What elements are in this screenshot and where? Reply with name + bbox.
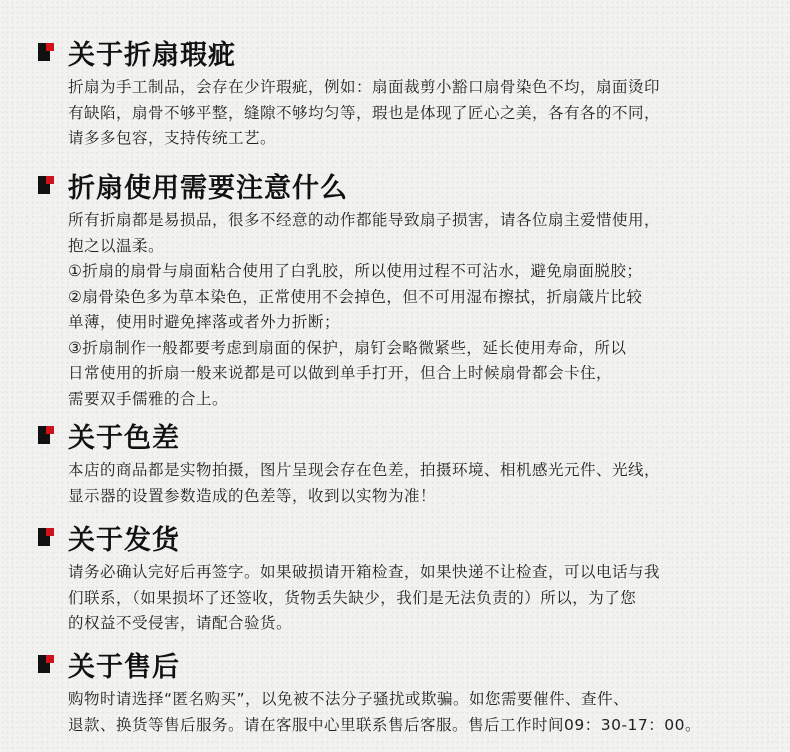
- body-line: 所有折扇都是易损品，很多不经意的动作都能导致扇子损害，请各位扇主爱惜使用，: [68, 211, 661, 229]
- body-line: 折扇为手工制品，会存在少许瑕疵，例如：扇面裁剪小豁口扇骨染色不均，扇面烫印: [68, 78, 661, 96]
- square-bullet-icon: [38, 528, 56, 546]
- body-line: ②扇骨染色多为草本染色，正常使用不会掉色，但不可用湿布擦拭，折扇箴片比较: [68, 287, 643, 306]
- section-body: [38, 75, 758, 152]
- square-bullet-icon: [38, 426, 56, 444]
- body-line: 抱之以温柔。: [68, 236, 165, 255]
- body-line: 有缺陷，扇骨不够平整，缝隙不够均匀等，瑕也是体现了匠心之美，各有各的不同，: [68, 103, 661, 122]
- section-body: [38, 458, 758, 509]
- section-color-difference: [38, 418, 758, 509]
- square-bullet-icon: [38, 176, 56, 194]
- body-line: 请务必确认完好后再签字。如果破损请开箱检查，如果快递不让检查，可以电话与我: [68, 563, 661, 581]
- section-heading: [38, 35, 758, 69]
- body-line: 的权益不受侵害，请配合验货。: [68, 614, 293, 632]
- body-line: 需要双手儒雅的合上。: [68, 389, 229, 408]
- section-heading: [38, 418, 758, 452]
- body-line: 请多多包容，支持传统工艺。: [68, 129, 277, 147]
- section-heading: [38, 168, 758, 202]
- section-body: [38, 687, 758, 738]
- section-shipping: [38, 520, 758, 637]
- square-bullet-icon: [38, 655, 56, 673]
- section-title: 关于色差: [68, 422, 180, 454]
- body-line: 单薄，使用时避免摔落或者外力折断；: [68, 313, 341, 331]
- square-bullet-icon: [38, 43, 56, 61]
- section-title: 关于折扇瑕疵: [68, 39, 236, 71]
- body-line: 日常使用的折扇一般来说都是可以做到单手打开，但合上时候扇骨都会卡住，: [68, 364, 613, 382]
- body-line: ①折扇的扇骨与扇面粘合使用了白乳胶，所以使用过程不可沾水，避免扇面脱胶；: [68, 262, 643, 280]
- body-line: 本店的商品都是实物拍摄，图片呈现会存在色差，拍摄环境、相机感光元件、光线，: [68, 461, 661, 479]
- section-usage-notes: [38, 168, 758, 412]
- section-body: [38, 560, 758, 637]
- section-title: 折扇使用需要注意什么: [68, 172, 348, 204]
- section-heading: [38, 647, 758, 681]
- section-fan-flaws: [38, 35, 758, 152]
- section-heading: [38, 520, 758, 554]
- body-line: 们联系，（如果损坏了还签收，货物丢失缺少，我们是无法负责的）所以，为了您: [68, 588, 637, 607]
- section-body: [38, 208, 758, 412]
- body-line: 购物时请选择“匿名购买”，以免被不法分子骚扰或欺骗。如您需要催件、查件、: [68, 690, 630, 708]
- body-line: 显示器的设置参数造成的色差等，收到以实物为准！: [68, 486, 437, 505]
- body-line: 退款、换货等售后服务。请在客服中心里联系售后客服。售后工作时间09：30-17：00。: [68, 715, 701, 734]
- section-title: 关于售后: [68, 651, 180, 683]
- section-title: 关于发货: [68, 524, 180, 556]
- section-after-sales: [38, 647, 758, 738]
- body-line: ③折扇制作一般都要考虑到扇面的保护，扇钉会略微紧些，延长使用寿命，所以: [68, 338, 627, 357]
